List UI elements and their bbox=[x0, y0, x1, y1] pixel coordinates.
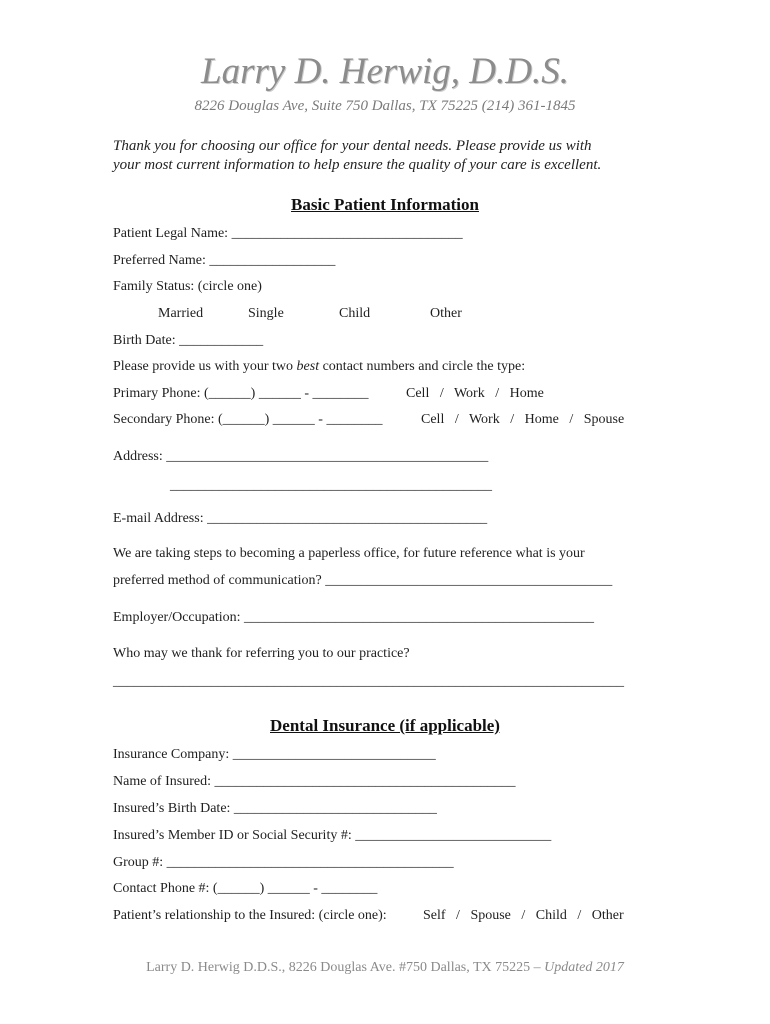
insured-name-field[interactable]: Name of Insured: ___________________________________________ bbox=[113, 774, 516, 789]
footer-updated: Updated 2017 bbox=[544, 960, 624, 975]
status-option-other[interactable]: Other bbox=[430, 306, 462, 321]
contact-instructions-emphasis: best bbox=[296, 359, 320, 374]
referral-question: Who may we thank for referring you to our practice? bbox=[113, 646, 410, 661]
intro-line-2: your most current information to help ensure the quality of your care is excellent. bbox=[113, 157, 602, 173]
secondary-phone-field[interactable]: Secondary Phone: (______) ______ - ________ bbox=[113, 412, 383, 427]
member-id-field[interactable]: Insured’s Member ID or Social Security #: ____________________________ bbox=[113, 828, 552, 843]
email-field[interactable]: E-mail Address: ________________________________________ bbox=[113, 511, 488, 526]
secondary-phone-type[interactable]: Cell / Work / Home / Spouse bbox=[421, 412, 625, 427]
status-option-single[interactable]: Single bbox=[248, 306, 284, 321]
practice-title: Larry D. Herwig, D.D.S. bbox=[201, 51, 569, 92]
status-option-child[interactable]: Child bbox=[339, 306, 371, 321]
contact-instructions-start: Please provide us with your two bbox=[113, 359, 297, 374]
employer-field[interactable]: Employer/Occupation: __________________________________________________ bbox=[113, 610, 595, 625]
legal-name-field[interactable]: Patient Legal Name: _________________________________ bbox=[113, 226, 463, 241]
paperless-question: We are taking steps to becoming a paperless office, for future reference what is your bbox=[113, 546, 585, 561]
status-option-married[interactable]: Married bbox=[158, 306, 204, 321]
group-number-field[interactable]: Group #: _________________________________________ bbox=[113, 855, 454, 870]
birth-date-field[interactable]: Birth Date: ____________ bbox=[113, 333, 264, 348]
insured-birth-date-field[interactable]: Insured’s Birth Date: _____________________________ bbox=[113, 801, 437, 816]
preferred-name-field[interactable]: Preferred Name: __________________ bbox=[113, 253, 336, 268]
contact-instructions bbox=[113, 359, 525, 375]
primary-phone-field[interactable]: Primary Phone: (______) ______ - ________ bbox=[113, 386, 369, 401]
referral-field[interactable]: _________________________________________________________________________ bbox=[113, 674, 624, 689]
basic-info-heading: Basic Patient Information bbox=[291, 195, 479, 214]
footer-text: Larry D. Herwig D.D.S., 8226 Douglas Ave. #750 Dallas, TX 75225 – bbox=[146, 960, 545, 975]
contact-instructions-end: contact numbers and circle the type: bbox=[319, 359, 526, 374]
page-footer bbox=[0, 960, 770, 976]
relationship-label: Patient’s relationship to the Insured: (circle one): bbox=[113, 908, 387, 923]
address-field[interactable]: Address: ______________________________________________ bbox=[113, 449, 489, 464]
intro-line-1: Thank you for choosing our office for your dental needs. Please provide us with bbox=[113, 138, 592, 154]
insurance-contact-phone-field[interactable]: Contact Phone #: (______) ______ - ________ bbox=[113, 881, 378, 896]
insurance-company-field[interactable]: Insurance Company: _____________________________ bbox=[113, 747, 436, 762]
insurance-heading: Dental Insurance (if applicable) bbox=[270, 716, 500, 735]
primary-phone-type[interactable]: Cell / Work / Home bbox=[406, 386, 544, 401]
family-status-label: Family Status: (circle one) bbox=[113, 279, 262, 294]
address-field-line-2[interactable]: ______________________________________________ bbox=[170, 478, 492, 493]
relationship-options[interactable]: Self / Spouse / Child / Other bbox=[423, 908, 624, 923]
practice-address: 8226 Douglas Ave, Suite 750 Dallas, TX 75225 (214) 361-1845 bbox=[194, 98, 576, 114]
communication-method-field[interactable]: preferred method of communication? _________________________________________ bbox=[113, 573, 613, 588]
